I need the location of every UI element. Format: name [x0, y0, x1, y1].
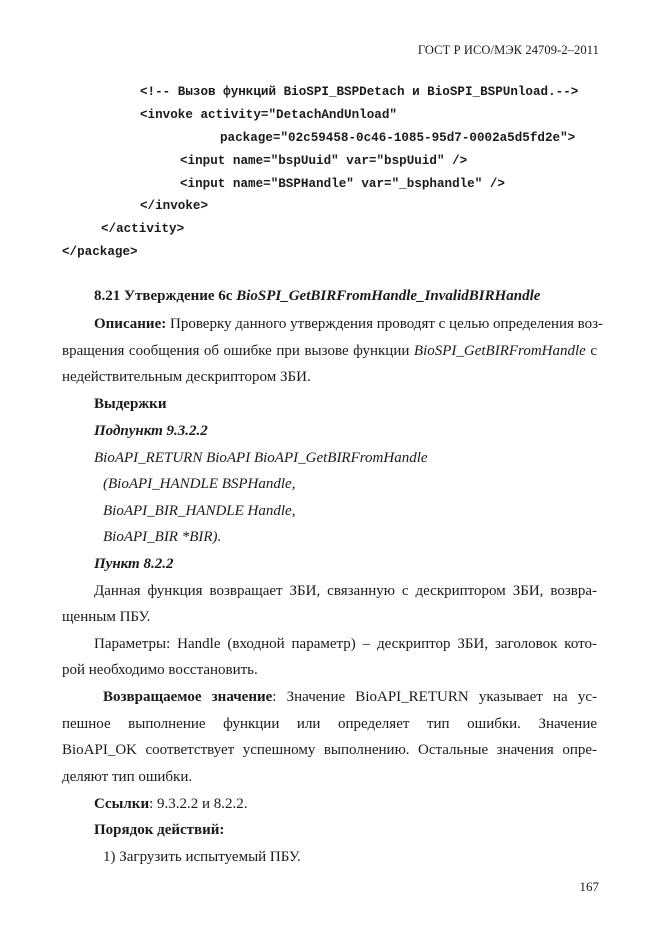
- procedure-step-1: 1) Загрузить испытуемый ПБУ.: [103, 849, 301, 865]
- subclause-label: Подпункт 9.3.2.2: [94, 423, 208, 439]
- procedure-heading: Порядок действий:: [94, 822, 225, 838]
- return-line-2: пешное выполнение функции или определяет тип ошибки. Значение: [62, 716, 597, 732]
- section-assertion-name: BioSPI_GetBIRFromHandle_InvalidBIRHandle: [236, 288, 541, 304]
- page-number: 167: [579, 879, 599, 894]
- description-label: Описание:: [94, 316, 167, 332]
- description-line-2: вращения сообщения об ошибке при вызове функции BioSPI_GetBIRFromHandle с: [62, 343, 597, 359]
- function-line-2: щенным ПБУ.: [62, 609, 151, 625]
- clause-label: Пункт 8.2.2: [94, 556, 174, 572]
- references-line: Ссылки: 9.3.2.2 и 8.2.2.: [94, 796, 248, 812]
- references-label: Ссылки: [94, 796, 150, 812]
- function-name: BioSPI_GetBIRFromHandle: [413, 343, 586, 359]
- params-line-2: рой необходимо восстановить.: [62, 662, 258, 678]
- signature-line-1: BioAPI_RETURN BioAPI BioAPI_GetBIRFromHandle: [94, 450, 428, 466]
- description-line-1: Описание: Проверку данного утверждения проводят с целью определения воз-: [94, 316, 604, 332]
- code-line-input-bsphandle: <input name="BSPHandle" var="_bsphandle" />: [180, 177, 505, 191]
- signature-line-3: BioAPI_BIR_HANDLE Handle,: [103, 503, 296, 519]
- signature-line-2: (BioAPI_HANDLE BSPHandle,: [103, 476, 296, 492]
- code-line-invoke: <invoke activity="DetachAndUnload": [140, 108, 397, 122]
- code-line-package: package="02c59458-0c46-1085-95d7-0002a5d5fd2e">: [220, 131, 576, 145]
- return-line-4: деляют тип ошибки.: [62, 769, 193, 785]
- function-line-1: Данная функция возвращает ЗБИ, связанную с дескриптором ЗБИ, возвра-: [94, 583, 597, 599]
- return-label: Возвращаемое значение: [103, 689, 273, 705]
- code-line-comment: <!-- Вызов функций BioSPI_BSPDetach и BioSPI_BSPUnload.-->: [140, 85, 579, 99]
- section-title: [94, 288, 540, 305]
- code-line-activity-close: </activity>: [101, 222, 185, 236]
- description-line-3: недействительным дескриптором ЗБИ.: [62, 369, 311, 385]
- section-number: 8.21 Утверждение 6с: [94, 288, 237, 304]
- params-line-1: Параметры: Handle (входной параметр) – дескриптор ЗБИ, заголовок кото-: [94, 636, 597, 652]
- code-line-invoke-close: </invoke>: [140, 199, 209, 213]
- standard-header: ГОСТ Р ИСО/МЭК 24709-2–2011: [417, 43, 599, 57]
- code-line-input-bspuuid: <input name="bspUuid" var="bspUuid" />: [180, 154, 468, 168]
- return-line-3: BioAPI_OK соответствует успешному выполнению. Остальные значения опре-: [62, 742, 597, 758]
- return-line-1: Возвращаемое значение: Значение BioAPI_RETURN указывает на ус-: [103, 689, 597, 705]
- excerpts-heading: Выдержки: [94, 396, 167, 412]
- code-line-package-close: </package>: [62, 245, 138, 259]
- signature-line-4: BioAPI_BIR *BIR).: [103, 529, 222, 545]
